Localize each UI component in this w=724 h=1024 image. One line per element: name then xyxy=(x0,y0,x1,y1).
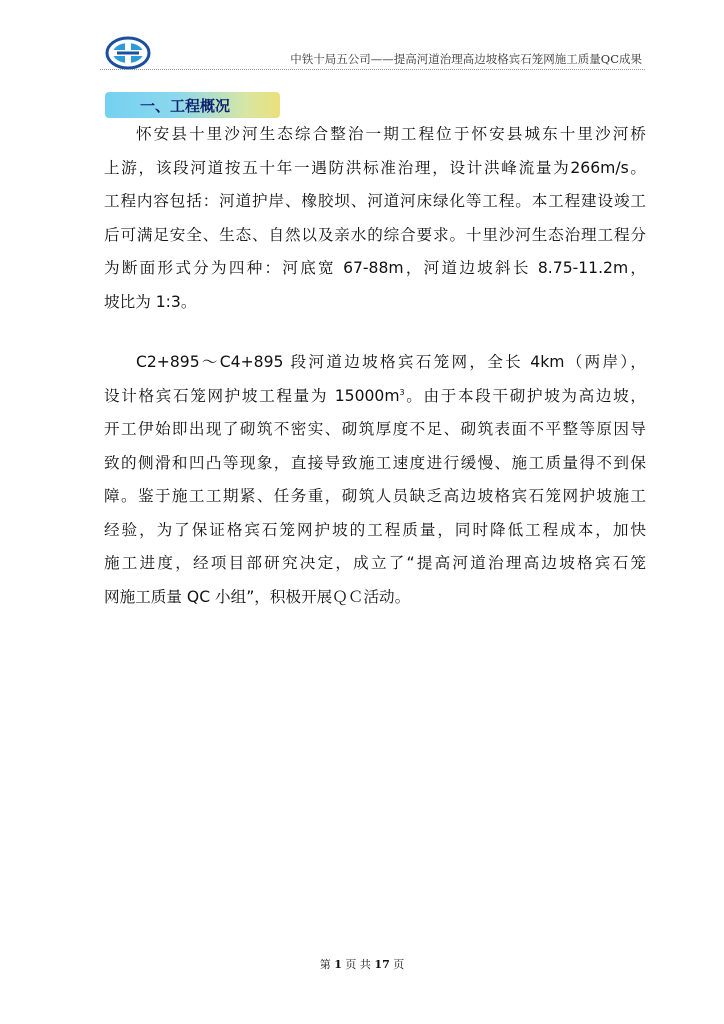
line-text: 。由于本段干砌护坡为高边坡， xyxy=(404,386,646,405)
footer-suffix: 页 xyxy=(393,958,405,971)
paragraph-project-overview xyxy=(104,118,646,319)
header-divider xyxy=(100,69,645,70)
page-header xyxy=(100,34,645,72)
paragraph-line: 后可满足安全、生态、自然以及亲水的综合要求。十里沙河生态治理工程分 xyxy=(104,225,646,244)
paragraph-line: C2+895～C4+895 段河道边坡格宾石笼网，全长 4km（两岸）， xyxy=(136,353,646,371)
paragraph-line xyxy=(104,380,646,414)
paragraph-line: 怀安县十里沙河生态综合整治一期工程位于怀安县城东十里沙河桥 xyxy=(136,125,646,143)
paragraph-line: 施工进度，经项目部研究决定，成立了“提高河道治理高边坡格宾石笼 xyxy=(104,554,646,572)
company-logo-icon xyxy=(105,36,151,70)
paragraph-slope-section xyxy=(104,346,646,614)
page-total: 17 xyxy=(374,958,390,971)
superscript: 3 xyxy=(399,387,405,397)
paragraph-line: 为断面形式分为四种：河底宽 67-88m，河道边坡斜长 8.75-11.2m， xyxy=(104,259,646,277)
paragraph-line: 经验，为了保证格宾石笼网护坡的工程质量，同时降低工程成本，加快 xyxy=(104,520,646,539)
paragraph-line: 障。鉴于施工工期紧、任务重，砌筑人员缺乏高边坡格宾石笼网护坡施工 xyxy=(104,487,646,505)
paragraph-line: 工程内容包括：河道护岸、橡胶坝、河道河床绿化等工程。本工程建设竣工 xyxy=(104,192,646,210)
paragraph-line: 坡比为 1:3。 xyxy=(104,292,197,311)
paragraph-line: 网施工质量 QC 小组”，积极开展ＱＣ活动。 xyxy=(104,587,411,606)
header-title: 中铁十局五公司——提高河道治理高边坡格宾石笼网施工质量QC成果 xyxy=(290,52,642,66)
line-text: 设计格宾石笼网护坡工程量为 15000m xyxy=(104,386,400,405)
footer-middle: 页 共 xyxy=(345,958,371,971)
section-title: 一、工程概况 xyxy=(140,97,231,115)
footer-prefix: 第 xyxy=(319,958,331,971)
paragraph-line: 上游，该段河道按五十年一遇防洪标准治理，设计洪峰流量为266m/s。 xyxy=(104,158,646,177)
paragraph-line: 开工伊始即出现了砌筑不密实、砌筑厚度不足、砌筑表面不平整等原因导 xyxy=(104,420,646,438)
paragraph-line: 致的侧滑和凹凸等现象，直接导致施工速度进行缓慢、施工质量得不到保 xyxy=(104,453,646,472)
page-number: 1 xyxy=(334,958,342,971)
page-footer xyxy=(0,956,724,972)
